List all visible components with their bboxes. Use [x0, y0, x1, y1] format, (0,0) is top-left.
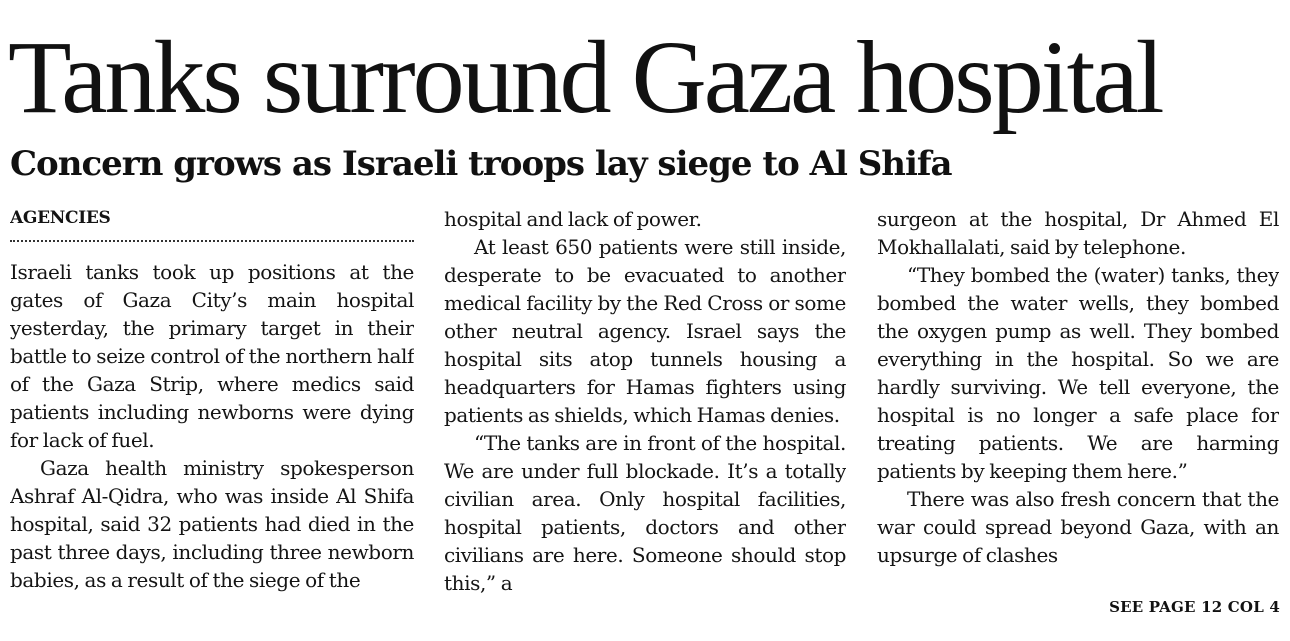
- subheadline: Concern grows as Israeli troops lay siege to Al Shifa: [10, 144, 952, 184]
- paragraph: There was also fresh concern that the war could spread beyond Gaza, with an upsurge of clashes: [877, 487, 1279, 567]
- article-column-3: [877, 205, 1279, 641]
- paragraph: Israeli tanks took up positions at the gates of Gaza City’s main hospital yesterday, the primary target in their battle to seize control of the northern half of the Gaza Strip, where medics said patients including newborns were dying for lack of fuel.: [10, 260, 414, 452]
- continuation-jump-line: SEE PAGE 12 COL 4: [1109, 598, 1280, 616]
- paragraph: At least 650 patients were still inside, desperate to be evacuated to another medical facility by the Red Cross or some other neutral agency. Israel says the hospital sits atop tunnels housing a headquarters for Hamas fighters using patients as shields, which Hamas denies.: [444, 235, 846, 427]
- article-column-2: [444, 205, 846, 641]
- paragraph: Gaza health ministry spokesperson Ashraf Al-Qidra, who was inside Al Shifa hospital, said 32 patients had died in the past three days, including three newborn babies, as a result of the siege of the: [10, 456, 414, 592]
- byline: AGENCIES: [10, 208, 111, 228]
- paragraph: “They bombed the (water) tanks, they bombed the water wells, they bombed the oxygen pump as well. They bombed everything in the hospital. So we are hardly surviving. We tell everyone, the hospital is no longer a safe place for treating patients. We are harming patients by keeping them here.”: [877, 263, 1279, 483]
- byline-divider: [10, 240, 414, 242]
- headline: Tanks surround Gaza hospital: [8, 20, 1162, 135]
- paragraph: hospital and lack of power.: [444, 207, 702, 231]
- article-column-1: [10, 205, 414, 641]
- paragraph: “The tanks are in front of the hospital. We are under full blockade. It’s a totally civilian area. Only hospital facilities, hospital patients, doctors and other civilians are here. Someone should stop this,” a: [444, 431, 846, 595]
- paragraph: surgeon at the hospital, Dr Ahmed El Mokhallalati, said by telephone.: [877, 207, 1279, 259]
